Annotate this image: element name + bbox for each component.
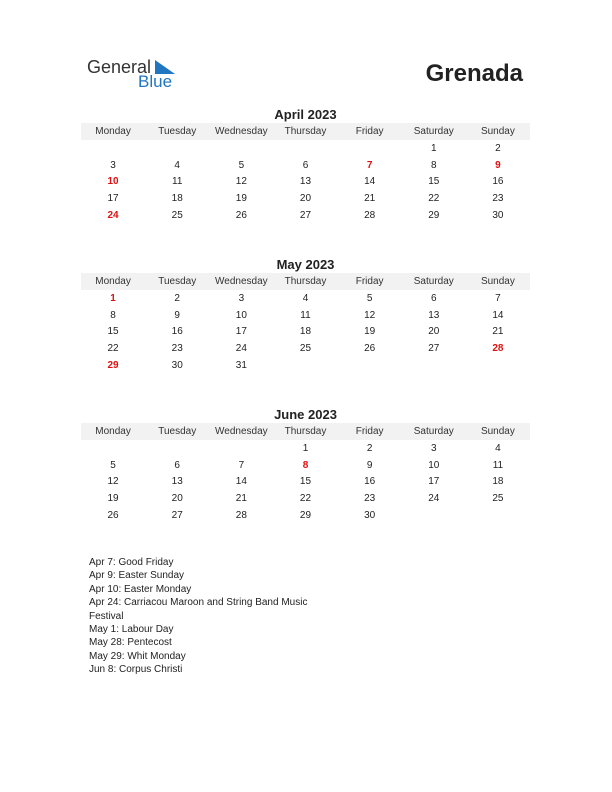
day-cell: 8 — [430, 159, 437, 171]
weekday-header-row — [81, 123, 530, 140]
day-cell: 25 — [299, 343, 312, 355]
day-cell: 25 — [171, 210, 183, 222]
day-cell: 4 — [495, 442, 501, 454]
brand-logo — [87, 57, 187, 93]
week-row — [81, 324, 530, 341]
holiday-note: May 28: Pentecost — [89, 637, 172, 649]
day-cell: 19 — [107, 493, 119, 505]
weekday-header: Tuesday — [158, 126, 197, 137]
month-title: April 2023 — [274, 107, 337, 122]
weekday-header: Monday — [95, 126, 131, 137]
day-cell: 11 — [300, 309, 311, 321]
holiday-day-cell: 10 — [107, 176, 119, 188]
day-cell: 2 — [366, 442, 373, 454]
logo-text-blue: Blue — [138, 72, 173, 91]
holiday-day-cell: 1 — [110, 292, 116, 304]
weekday-header: Wednesday — [215, 276, 268, 287]
day-cell: 19 — [364, 326, 376, 338]
weekday-header: Tuesday — [158, 276, 197, 287]
day-cell: 30 — [364, 510, 376, 522]
weekday-header: Thursday — [284, 426, 327, 437]
logo-text-general: General — [87, 57, 152, 77]
day-cell: 11 — [172, 176, 183, 188]
day-cell: 13 — [428, 309, 440, 321]
day-cell: 19 — [235, 193, 247, 205]
month-calendar — [81, 256, 530, 374]
day-cell: 27 — [171, 510, 183, 522]
day-cell: 21 — [235, 493, 247, 505]
month-calendar — [81, 406, 530, 524]
day-cell: 20 — [299, 193, 312, 205]
weekday-header: Friday — [355, 126, 384, 137]
day-cell: 18 — [299, 326, 312, 338]
holiday-day-cell: 29 — [107, 360, 119, 372]
week-row — [81, 340, 530, 357]
weekday-header: Tuesday — [158, 426, 197, 437]
day-cell: 5 — [110, 459, 116, 471]
day-cell: 29 — [428, 210, 440, 222]
weekday-header: Friday — [355, 426, 384, 437]
day-cell: 18 — [171, 193, 183, 205]
weekday-header: Monday — [95, 276, 131, 287]
day-cell: 12 — [364, 309, 376, 321]
day-cell: 23 — [492, 193, 504, 205]
day-cell: 23 — [364, 493, 376, 505]
day-cell: 15 — [299, 476, 312, 488]
day-cell: 3 — [238, 292, 245, 304]
day-cell: 13 — [171, 476, 183, 488]
week-row — [81, 174, 530, 191]
weekday-header: Wednesday — [215, 126, 268, 137]
weekday-header: Sunday — [480, 276, 515, 287]
day-cell: 20 — [171, 493, 183, 505]
holiday-note: Apr 24: Carriacou Maroon and String Band Music — [89, 597, 308, 609]
holiday-day-cell: 9 — [495, 159, 501, 171]
country-title: Grenada — [425, 60, 523, 87]
week-row — [81, 440, 530, 457]
week-row — [81, 207, 530, 224]
holiday-notes — [89, 556, 329, 677]
day-cell: 14 — [364, 176, 376, 188]
day-cell: 23 — [171, 343, 183, 355]
day-cell: 15 — [428, 176, 440, 188]
day-cell: 16 — [492, 176, 504, 188]
week-row — [81, 307, 530, 324]
weekday-header: Friday — [355, 276, 384, 287]
day-cell: 5 — [238, 159, 245, 171]
weekday-header: Saturday — [413, 126, 454, 137]
day-cell: 5 — [366, 292, 373, 304]
weekday-header: Wednesday — [215, 426, 268, 437]
day-cell: 30 — [492, 210, 504, 222]
weekday-header: Thursday — [284, 126, 327, 137]
holiday-note: Apr 9: Easter Sunday — [89, 570, 185, 582]
day-cell: 31 — [235, 360, 247, 372]
day-cell: 24 — [235, 343, 247, 355]
day-cell: 2 — [495, 142, 501, 154]
day-cell: 22 — [428, 193, 440, 205]
day-cell: 12 — [235, 176, 247, 188]
day-cell: 7 — [495, 292, 501, 304]
day-cell: 29 — [299, 510, 312, 522]
holiday-note: May 29: Whit Monday — [89, 650, 186, 662]
week-row — [81, 507, 530, 524]
holiday-note: Festival — [89, 610, 124, 622]
day-cell: 24 — [428, 493, 440, 505]
day-cell: 3 — [110, 159, 116, 171]
holiday-note: May 1: Labour Day — [89, 624, 174, 636]
holiday-day-cell: 7 — [366, 159, 373, 171]
day-cell: 10 — [428, 459, 440, 471]
month-calendar — [81, 106, 530, 224]
day-cell: 6 — [302, 159, 309, 171]
day-cell: 17 — [428, 476, 440, 488]
day-cell: 6 — [174, 459, 180, 471]
day-cell: 4 — [302, 292, 309, 304]
holiday-note: Jun 8: Corpus Christi — [89, 664, 183, 676]
weekday-header: Thursday — [284, 276, 327, 287]
day-cell: 2 — [174, 292, 180, 304]
day-cell: 12 — [107, 476, 119, 488]
day-cell: 13 — [299, 176, 312, 188]
day-cell: 28 — [235, 510, 247, 522]
day-cell: 9 — [174, 309, 180, 321]
day-cell: 27 — [428, 343, 440, 355]
week-row — [81, 190, 530, 207]
day-cell: 20 — [428, 326, 440, 338]
day-cell: 28 — [364, 210, 376, 222]
week-row — [81, 457, 530, 474]
day-cell: 1 — [302, 442, 309, 454]
month-title: May 2023 — [276, 257, 335, 272]
day-cell: 3 — [430, 442, 437, 454]
holiday-day-cell: 8 — [302, 459, 309, 471]
weekday-header: Monday — [95, 426, 131, 437]
day-cell: 26 — [107, 510, 119, 522]
day-cell: 1 — [430, 142, 437, 154]
day-cell: 25 — [492, 493, 504, 505]
day-cell: 21 — [492, 326, 504, 338]
day-cell: 9 — [366, 459, 373, 471]
weekday-header-row — [81, 273, 530, 290]
holiday-note: Apr 10: Easter Monday — [89, 583, 192, 595]
day-cell: 17 — [107, 193, 119, 205]
weekday-header: Sunday — [480, 126, 515, 137]
weekday-header: Saturday — [413, 426, 454, 437]
week-row — [81, 490, 530, 507]
day-cell: 21 — [364, 193, 376, 205]
day-cell: 18 — [492, 476, 504, 488]
day-cell: 11 — [492, 459, 504, 471]
day-cell: 22 — [107, 343, 119, 355]
day-cell: 26 — [235, 210, 247, 222]
day-cell: 10 — [235, 309, 247, 321]
week-row — [81, 474, 530, 491]
day-cell: 4 — [174, 159, 180, 171]
day-cell: 6 — [430, 292, 437, 304]
weekday-header: Sunday — [480, 426, 515, 437]
day-cell: 14 — [492, 309, 504, 321]
week-row — [81, 140, 530, 157]
day-cell: 16 — [364, 476, 376, 488]
day-cell: 27 — [299, 210, 312, 222]
month-title: June 2023 — [274, 407, 337, 422]
holiday-day-cell: 28 — [492, 343, 504, 355]
week-row — [81, 157, 530, 174]
day-cell: 30 — [171, 360, 183, 372]
weekday-header-row — [81, 423, 530, 440]
day-cell: 7 — [238, 459, 245, 471]
day-cell: 17 — [235, 326, 247, 338]
day-cell: 14 — [235, 476, 247, 488]
week-row — [81, 290, 530, 307]
day-cell: 16 — [171, 326, 183, 338]
day-cell: 15 — [107, 326, 119, 338]
day-cell: 22 — [299, 493, 312, 505]
holiday-note: Apr 7: Good Friday — [89, 557, 174, 568]
holiday-day-cell: 24 — [107, 210, 119, 222]
day-cell: 26 — [364, 343, 376, 355]
weekday-header: Saturday — [413, 276, 454, 287]
week-row — [81, 357, 530, 374]
day-cell: 8 — [110, 309, 116, 321]
